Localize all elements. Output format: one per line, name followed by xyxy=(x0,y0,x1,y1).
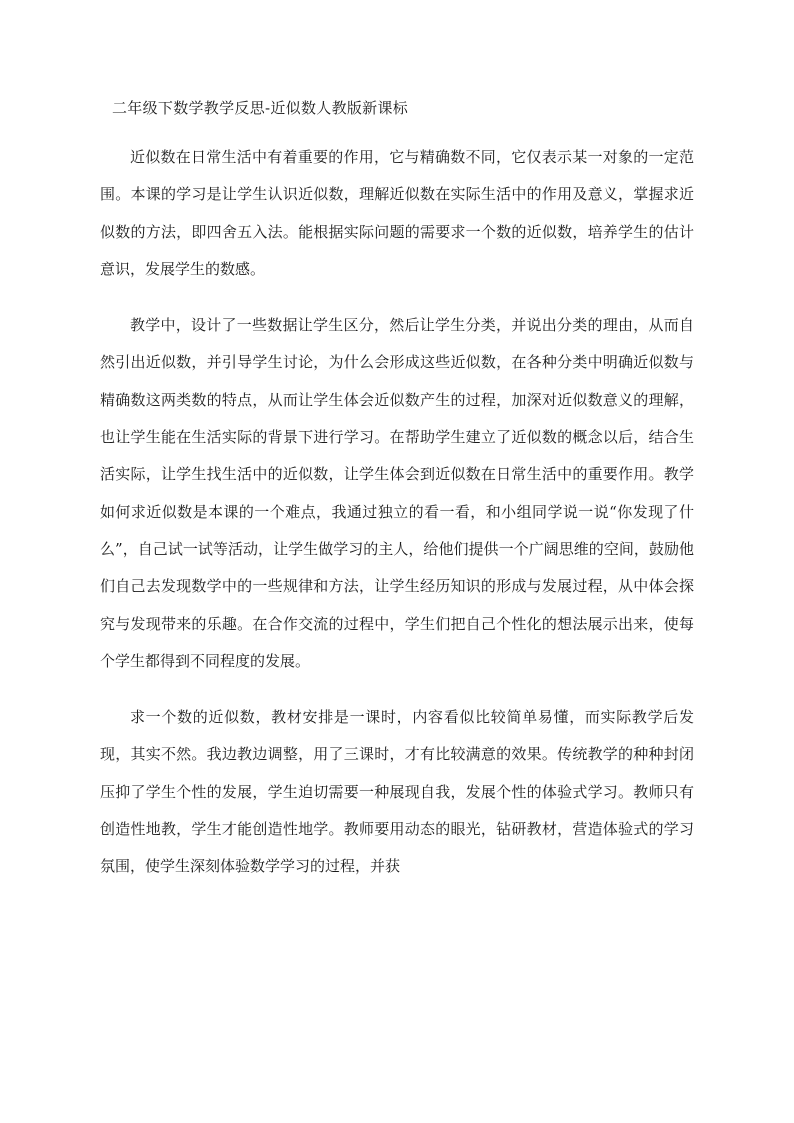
paragraph-teaching-process: 教学中，设计了一些数据让学生区分，然后让学生分类，并说出分类的理由，从而自然引出近似数，并引导学生讨论，为什么会形成这些近似数，在各种分类中明确近似数与精确数这两类数的特点，从而让学生体会近似数产生的过程，加深对近似数意义的理解，也让学生能在生活实际的背景下进行学习。在帮助学生建立了近似数的概念以后，结合生活实际，让学生找生活中的近似数，让学生体会到近似数在日常生活中的重要作用。教学如何求近似数是本课的一个难点，我通过独立的看一看，和小组同学说一说“你发现了什么”，自己试一试等活动，让学生做学习的主人，给他们提供一个广阔思维的空间，鼓励他们自己去发现数学中的一些规律和方法，让学生经历知识的形成与发展过程，从中体会探究与发现带来的乐趣。在合作交流的过程中，学生们把自己个性化的想法展示出来，使每个学生都得到不同程度的发展。 xyxy=(100,316,694,670)
paragraph-intro: 近似数在日常生活中有着重要的作用，它与精确数不同，它仅表示某一对象的一定范围。本课的学习是让学生认识近似数，理解近似数在实际生活中的作用及意义，掌握求近似数的方法，即四舍五入法。能根据实际问题的需要求一个数的近似数，培养学生的估计意识，发展学生的数感。 xyxy=(100,148,694,278)
document-title: 二年级下数学教学反思-近似数人教版新课标 xyxy=(112,99,409,117)
paragraph-reflection: 求一个数的近似数，教材安排是一课时，内容看似比较简单易懂，而实际教学后发现，其实不然。我边教边调整，用了三课时，才有比较满意的效果。传统教学的种种封闭压抑了学生个性的发展，学生迫切需要一种展现自我，发展个性的体验式学习。教师只有创造性地教，学生才能创造性地学。教师要用动态的眼光，钻研教材，营造体验式的学习氛围，使学生深刻体验数学学习的过程，并获 xyxy=(100,708,694,876)
